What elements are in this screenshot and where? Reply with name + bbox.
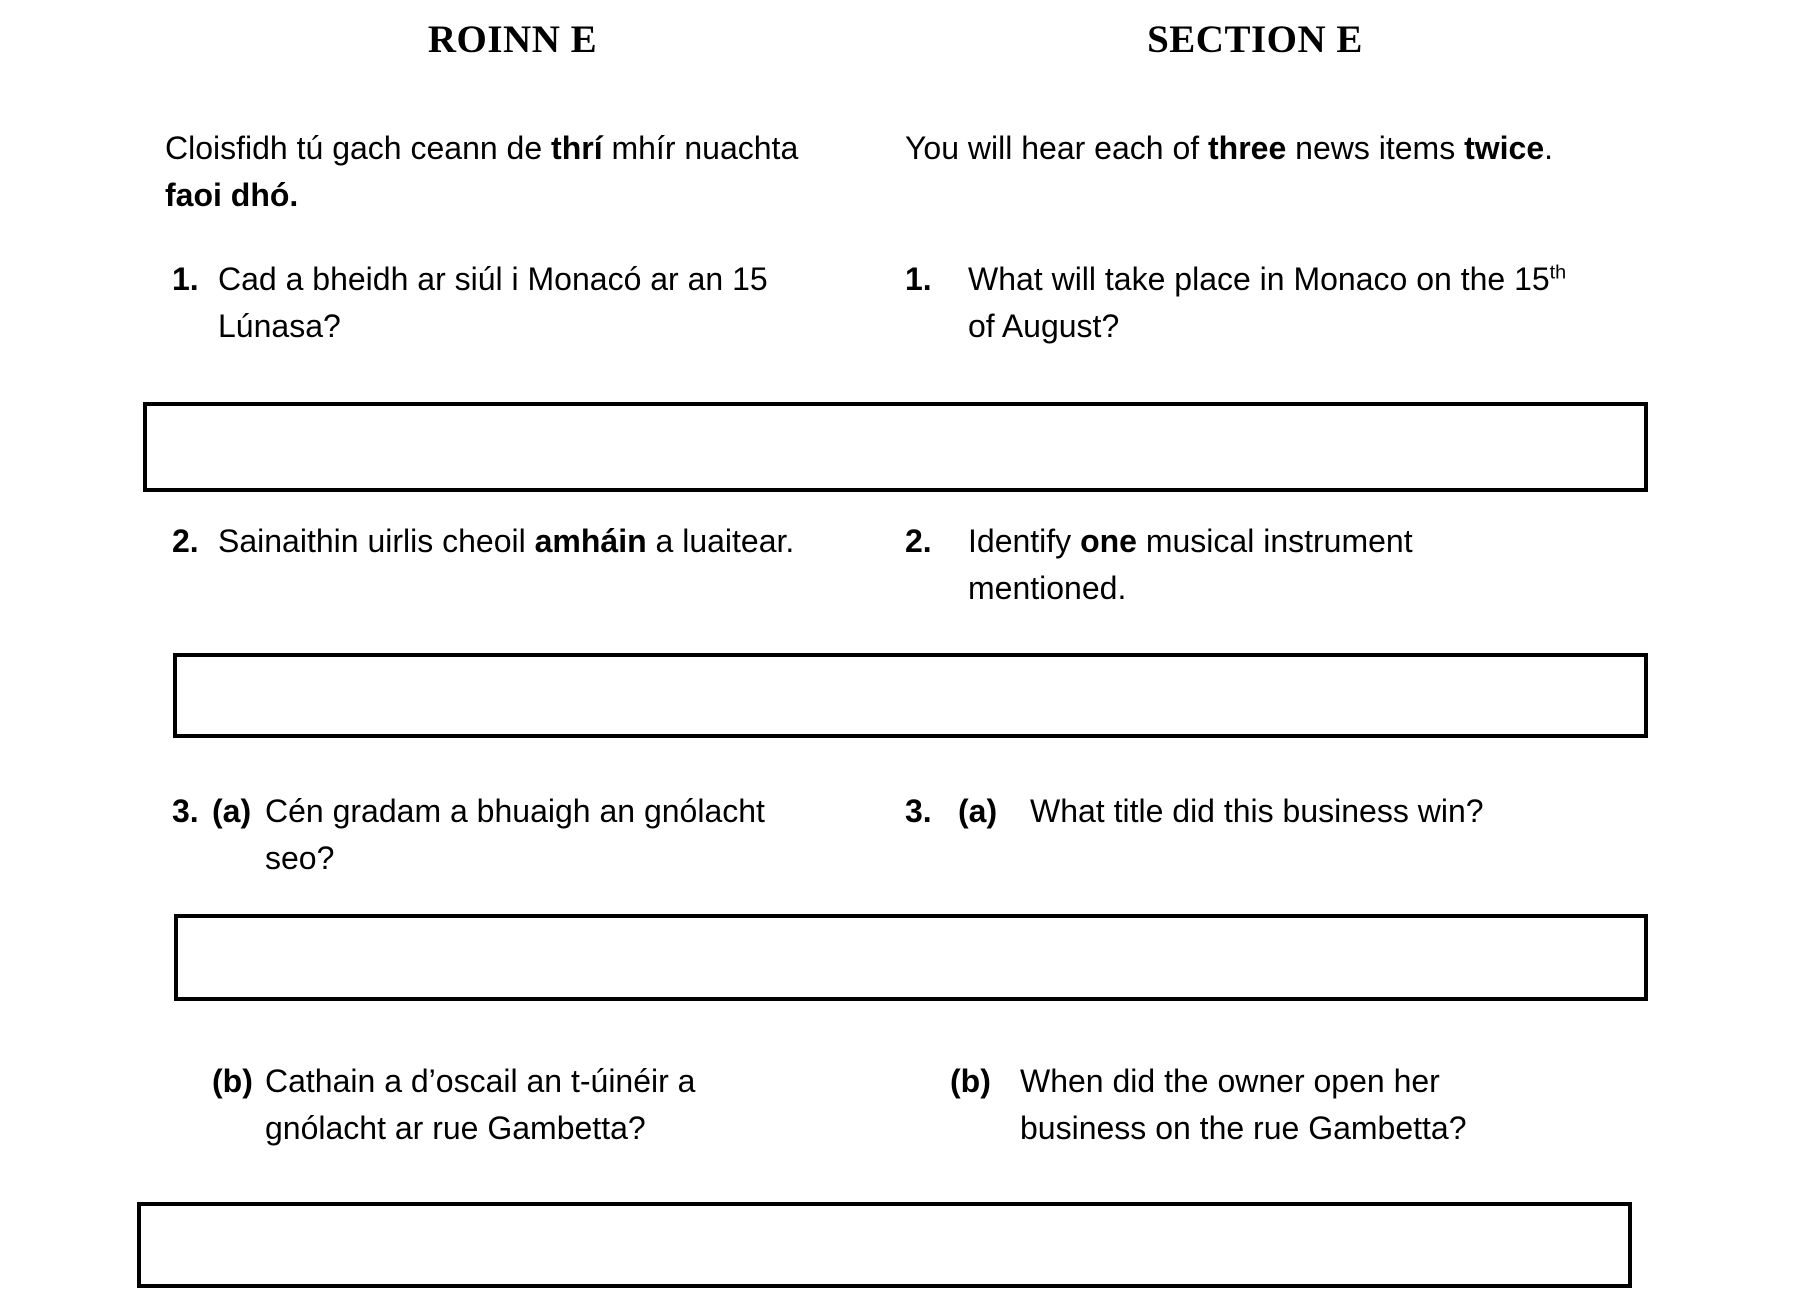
- answer-box-1[interactable]: [143, 402, 1648, 492]
- answer-box-4[interactable]: [137, 1202, 1632, 1288]
- instructions-irish: Cloisfidh tú gach ceann de thrí mhír nuachta faoi dhó.: [165, 130, 799, 213]
- question-3b-label-irish: (b): [212, 1063, 253, 1099]
- question-3b-irish: [212, 1058, 912, 1152]
- question-1-text-english: What will take place in Monaco on the 15th of August?: [968, 261, 1567, 344]
- question-1-number-english: 1.: [905, 261, 932, 297]
- question-3-number-english: 3.: [905, 793, 932, 829]
- question-3a-text-irish: Cén gradam a bhuaigh an gnólacht seo?: [265, 793, 765, 876]
- answer-box-2[interactable]: [173, 653, 1648, 738]
- question-3a-label-english: (a): [958, 793, 998, 829]
- question-2-number-irish: 2.: [172, 523, 199, 559]
- section-title-irish: ROINN E: [427, 18, 598, 61]
- question-3b-text-irish: Cathain a d’oscail an t-úinéir a gnólacht ar rue Gambetta?: [265, 1063, 696, 1146]
- answer-box-3[interactable]: [174, 914, 1648, 1001]
- question-3a-irish: [172, 788, 902, 882]
- question-2-text-english: Identify one musical instrument mentioned.: [968, 523, 1413, 606]
- question-2-english: [905, 518, 1695, 612]
- question-3b-english: [950, 1058, 1695, 1152]
- question-2-irish: [172, 518, 902, 565]
- question-3-number-irish: 3.: [172, 793, 199, 829]
- question-2-number-english: 2.: [905, 523, 932, 559]
- question-2-text-irish: Sainaithin uirlis cheoil amháin a luaitear.: [218, 523, 795, 559]
- question-3a-label-irish: (a): [212, 793, 252, 829]
- question-1-english: [905, 256, 1695, 350]
- instructions-english: You will hear each of three news items twice.: [905, 130, 1554, 166]
- question-3a-text-english: What title did this business win?: [1030, 793, 1484, 829]
- question-3b-label-english: (b): [950, 1063, 991, 1099]
- question-1-irish: [172, 256, 902, 350]
- section-title-english: SECTION E: [1147, 18, 1363, 61]
- question-3b-text-english: When did the owner open her business on the rue Gambetta?: [1020, 1063, 1467, 1146]
- question-3a-english: [905, 788, 1695, 835]
- question-1-number-irish: 1.: [172, 261, 199, 297]
- question-1-text-irish: Cad a bheidh ar siúl i Monacó ar an 15 Lúnasa?: [218, 261, 768, 344]
